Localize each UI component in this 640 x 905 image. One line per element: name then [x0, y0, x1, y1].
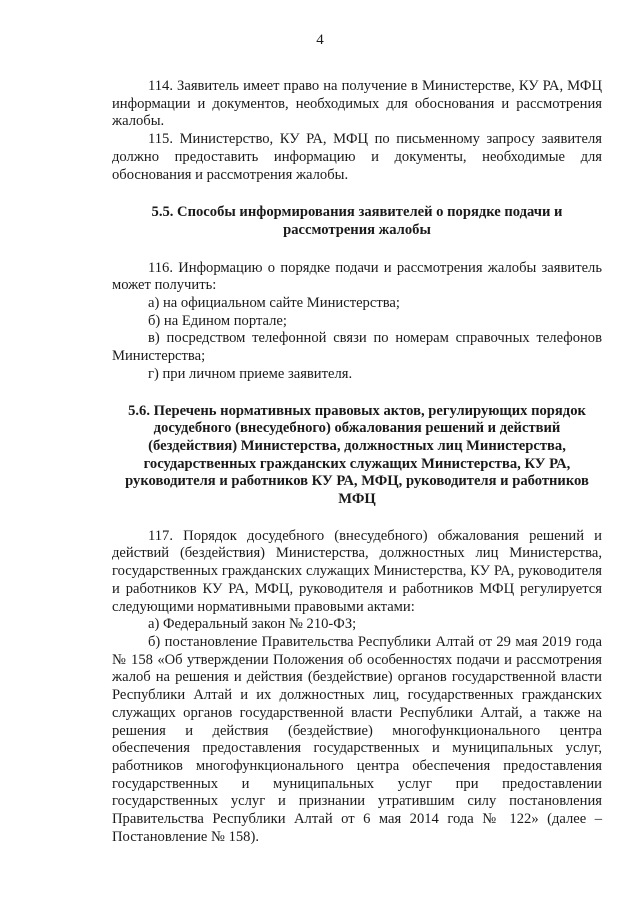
page-number: 4	[316, 32, 324, 48]
list-item-a: а) на официальном сайте Министерства;	[148, 295, 400, 312]
section-heading-5-5: 5.5. Способы информирования заявителей о порядке подачи и рассмотрения жалобы	[151, 204, 563, 238]
section-heading-5-6: 5.6. Перечень нормативных правовых актов, регулирующих порядок досудебного (внесудебного) обжалования решений и действий (бездействия) Министерства, должностных лиц Министерства, государственных гражданских служащих Министерства, КУ РА, руководителя и работников КУ РА, МФЦ, руководителя и работников МФЦ	[125, 402, 589, 508]
list-item-b-117: б) постановление Правительства Республики Алтай от 29 мая 2019 года № 158 «Об утверждении Положения об особенностях подачи и рассмотрения жалоб на решения и действия (бездействие) органов государственной власти Республики Алтай и их должностных лиц, государственных гражданских служащих органов государственной власти Республики Алтай, а также на решения и действия (бездействие) многофункционального центра обеспечения предоставления государственных и муниципальных услуг, работников многофункционального центра обеспечения предоставления государственных и муниципальных услуг при предоставлении государственных услуг и признании утратившим силу постановления Правительства Республики Алтай от 6 мая 2014 года № 122» (далее – Постановление № 158).	[112, 633, 602, 845]
document-body	[112, 78, 602, 846]
list-item-a-117: а) Федеральный закон № 210-ФЗ;	[148, 616, 357, 633]
list-item-g: г) при личном приеме заявителя.	[148, 365, 353, 382]
list-item-v: в) посредством телефонной связи по номерам справочных телефонов Министерства;	[112, 330, 602, 365]
paragraph-114: 114. Заявитель имеет право на получение в Министерстве, КУ РА, МФЦ информации и документов, необходимых для обоснования и рассмотрения жалобы.	[112, 78, 602, 130]
list-item-b: б) на Едином портале;	[148, 312, 287, 329]
paragraph-116: 116. Информацию о порядке подачи и рассмотрения жалобы заявитель может получить:	[112, 259, 602, 294]
paragraph-115: 115. Министерство, КУ РА, МФЦ по письменному запросу заявителя должно предоставить информацию и документы, необходимые для обоснования и рассмотрения жалобы.	[112, 131, 602, 183]
paragraph-117: 117. Порядок досудебного (внесудебного) обжалования решений и действий (бездействия) Министерства, должностных лиц Министерства, государственных гражданских служащих Министерства, КУ РА, руководителя и работников КУ РА, МФЦ, руководителя и работников МФЦ регулируется следующими нормативными правовыми актами:	[112, 527, 602, 615]
